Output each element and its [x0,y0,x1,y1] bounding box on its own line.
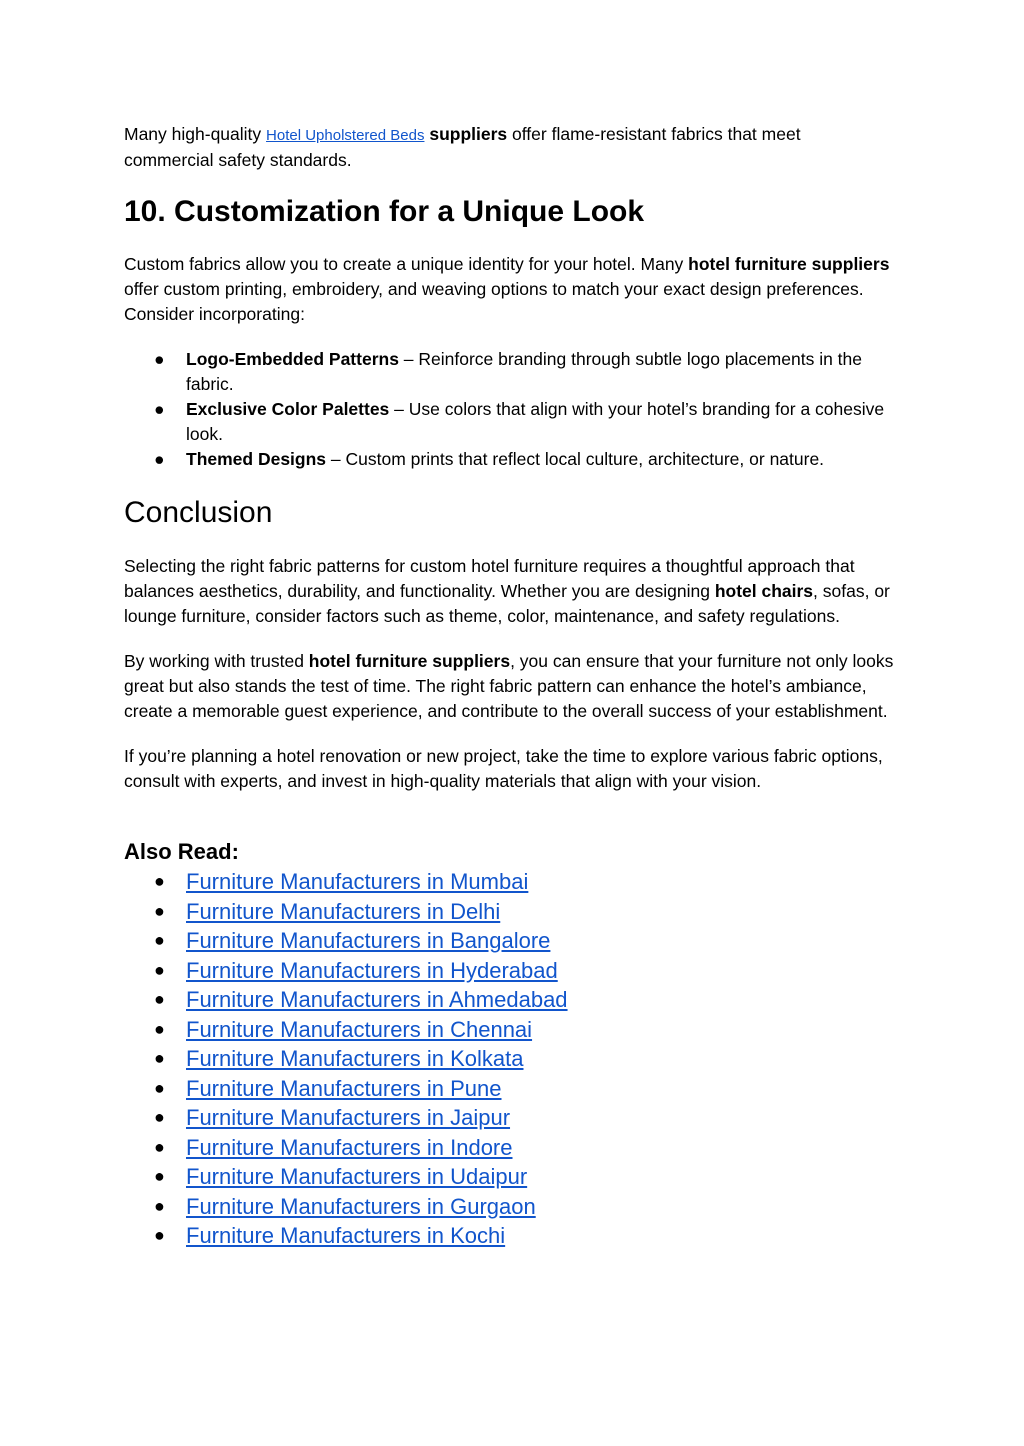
section-10-paragraph [124,252,894,327]
section-10-prefix: Custom fabrics allow you to create a unique identity for your hotel. Many [124,254,689,274]
list-item-text: – Custom prints that reflect local culture, architecture, or nature. [326,449,825,469]
document-page [124,122,894,1251]
also-read-link-hyderabad[interactable]: Furniture Manufacturers in Hyderabad [186,957,558,983]
list-item [124,985,894,1015]
bullet-icon: ● [154,959,165,980]
bullet-icon: ● [154,1225,165,1245]
bullet-icon: ● [154,1107,165,1127]
also-read-link-ahmedabad[interactable]: Furniture Manufacturers in Ahmedabad [186,987,568,1012]
also-read-list [124,867,894,1251]
bullet-icon: ● [154,989,165,1009]
also-read-link-udaipur[interactable]: Furniture Manufacturers in Udaipur [186,1164,528,1189]
also-read-link-kolkata[interactable]: Furniture Manufacturers in Kolkata [186,1046,524,1071]
also-read-heading: Also Read: [124,839,239,864]
bullet-icon: ● [154,930,165,950]
section-10-suffix: offer custom printing, embroidery, and weaving options to match your exact design preferences. Consider incorporating: [124,279,864,324]
bullet-icon: ● [154,1195,165,1216]
bullet-icon: ● [154,1018,165,1039]
list-item [124,926,894,956]
conclusion-p2-bold: hotel furniture suppliers [308,651,511,671]
list-item [124,1192,894,1222]
bullet-icon: ● [154,1166,165,1186]
also-read-link-chennai[interactable]: Furniture Manufacturers in Chennai [186,1016,533,1042]
hotel-upholstered-beds-link[interactable]: Hotel Upholstered Beds [266,127,425,144]
also-read-link-pune[interactable]: Furniture Manufacturers in Pune [186,1075,502,1101]
list-item-title: Themed Designs [186,449,327,469]
customization-list [124,347,894,472]
bullet-icon: ● [154,900,165,921]
list-item [124,867,894,897]
list-item [124,1103,894,1133]
also-read-link-delhi[interactable]: Furniture Manufacturers in Delhi [186,898,501,924]
list-item [124,1015,894,1045]
conclusion-p2-suffix: , you can ensure that your furniture not only looks great but also stands the test of time. The right fabric pattern can enhance the hotel’s ambiance, create a memorable guest experience, and contribute to the overall success of your establishment. [124,651,894,721]
list-item [124,347,894,397]
intro-bold: suppliers [429,124,508,144]
bullet-icon: ● [154,1048,165,1068]
conclusion-paragraph-1 [124,554,894,629]
list-item [124,1221,894,1251]
intro-suffix: offer flame-resistant fabrics that meet commercial safety standards. [124,124,801,170]
list-item-title: Logo-Embedded Patterns [186,349,399,369]
intro-paragraph [124,122,894,173]
bullet-icon: ● [154,871,165,891]
bullet-icon: ● [154,1077,165,1098]
conclusion-p2-prefix: By working with trusted [124,651,309,671]
intro-prefix: Many high-quality [124,124,267,144]
section-10-heading: 10. Customization for a Unique Look [124,195,645,228]
also-read-link-kochi[interactable]: Furniture Manufacturers in Kochi [186,1223,506,1248]
list-item-title: Exclusive Color Palettes [186,399,390,419]
list-item [124,1133,894,1163]
list-item [124,897,894,927]
list-item-text: – Reinforce branding through subtle logo placements in the fabric. [186,349,863,394]
also-read-link-gurgaon[interactable]: Furniture Manufacturers in Gurgaon [186,1193,536,1219]
also-read-link-bangalore[interactable]: Furniture Manufacturers in Bangalore [186,928,551,953]
list-item [124,1074,894,1104]
bullet-icon: ● [154,1136,165,1157]
list-item-text: – Use colors that align with your hotel’s branding for a cohesive look. [186,399,885,444]
bullet-icon: ● [154,349,165,369]
list-item [124,1044,894,1074]
list-item [124,956,894,986]
bullet-icon: ● [154,449,165,469]
conclusion-paragraph-3: If you’re planning a hotel renovation or new project, take the time to explore various fabric options, consult with experts, and invest in high-quality materials that align with your vision. [124,746,883,791]
list-item [124,1162,894,1192]
conclusion-p1-prefix: Selecting the right fabric patterns for custom hotel furniture requires a thoughtful approach that balances aesthetics, durability, and functionality. Whether you are designing [124,556,855,601]
also-read-link-jaipur[interactable]: Furniture Manufacturers in Jaipur [186,1105,511,1130]
bullet-icon: ● [154,399,165,419]
conclusion-heading: Conclusion [124,496,273,529]
conclusion-p1-suffix: , sofas, or lounge furniture, consider factors such as theme, color, maintenance, and safety regulations. [124,581,890,626]
list-item [124,397,894,447]
conclusion-paragraph-2 [124,649,894,724]
conclusion-p1-bold: hotel chairs [714,581,814,601]
list-item [124,447,894,472]
also-read-link-mumbai[interactable]: Furniture Manufacturers in Mumbai [186,869,529,894]
section-10-bold: hotel furniture suppliers [688,254,890,274]
also-read-link-indore[interactable]: Furniture Manufacturers in Indore [186,1134,513,1160]
